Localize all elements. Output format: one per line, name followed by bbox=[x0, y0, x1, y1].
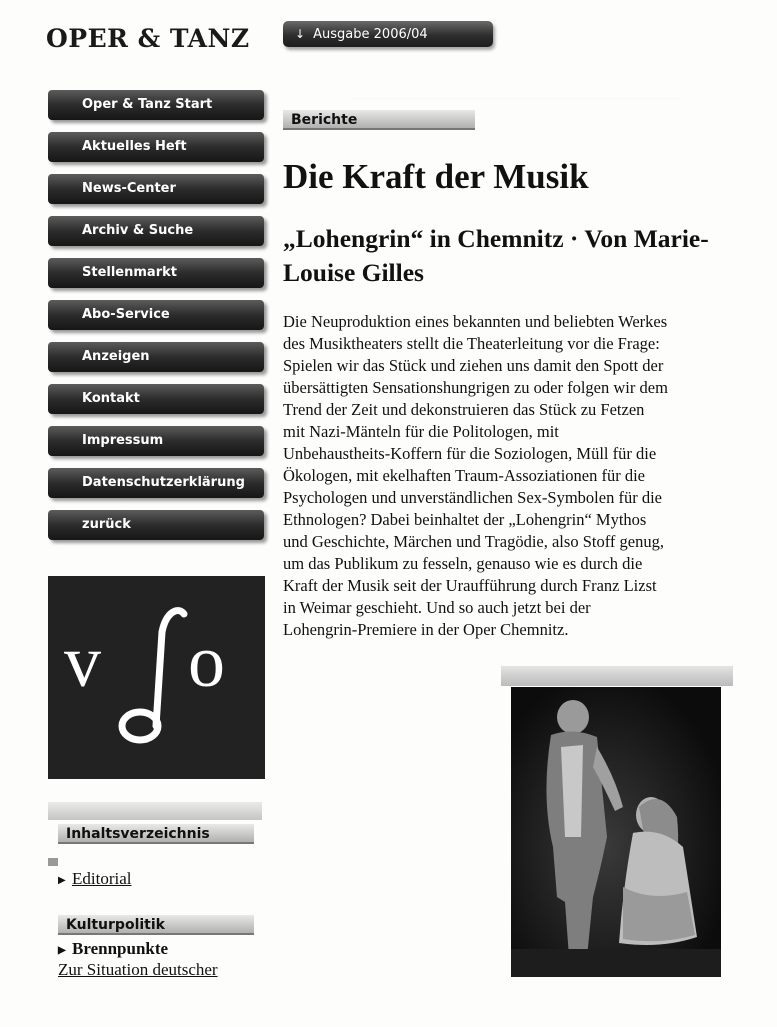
issue-button[interactable] bbox=[283, 21, 493, 47]
toc-item-editorial[interactable] bbox=[58, 869, 131, 889]
main-navigation bbox=[48, 90, 264, 552]
nav-item-zurueck[interactable]: zurück bbox=[48, 510, 264, 540]
subcategory-brennpunkte bbox=[58, 939, 168, 959]
body-line: Die Neuproduktion eines bekannten und beliebten Werkes bbox=[283, 312, 668, 331]
body-line: Unbehaustheits-Koffern für die Soziologen, Müll für die bbox=[283, 444, 657, 463]
body-line: übersättigten Sensationshungrigen zu oder folgen wir dem bbox=[283, 378, 668, 397]
subcategory-label: Brennpunkte bbox=[72, 939, 169, 958]
photo-caption-band bbox=[501, 666, 733, 686]
article-title: Die Kraft der Musik bbox=[283, 157, 589, 196]
nav-item-impressum[interactable]: Impressum bbox=[48, 426, 264, 456]
body-line: des Musiktheaters stellt die Theaterleitung vor die Frage: bbox=[283, 334, 660, 353]
editorial-link[interactable]: Editorial bbox=[72, 869, 132, 888]
toc-heading: Inhaltsverzeichnis bbox=[58, 824, 254, 844]
nav-item-aktuelles-heft[interactable]: Aktuelles Heft bbox=[48, 132, 264, 162]
body-line: mit Nazi-Mänteln für die Politologen, mit bbox=[283, 422, 559, 441]
article-subtitle: „Lohengrin“ in Chemnitz · Von Marie-Louise Gilles bbox=[283, 224, 709, 287]
nav-item-datenschutz[interactable]: Datenschutzerklärung bbox=[48, 468, 264, 498]
vjo-logo-graphic bbox=[48, 576, 265, 779]
nav-item-kontakt[interactable]: Kontakt bbox=[48, 384, 264, 414]
nav-item-archiv-suche[interactable]: Archiv & Suche bbox=[48, 216, 264, 246]
triangle-bullet-icon: ▶ bbox=[58, 945, 66, 956]
body-line: in Weimar geschieht. Und so auch jetzt bei der bbox=[283, 598, 591, 617]
body-line: Lohengrin-Premiere in der Oper Chemnitz. bbox=[283, 620, 569, 639]
body-line: und Geschichte, Märchen und Tragödie, also Stoff genug, bbox=[283, 532, 664, 551]
triangle-bullet-icon: ▶ bbox=[58, 875, 66, 886]
section-label: Berichte bbox=[283, 110, 475, 130]
nav-item-news-center[interactable]: News-Center bbox=[48, 174, 264, 204]
issue-label: Ausgabe 2006/04 bbox=[313, 27, 428, 42]
handwritten-scribble bbox=[350, 58, 680, 99]
stage-photo-image bbox=[511, 687, 721, 977]
sub-link-situation[interactable]: Zur Situation deutscher bbox=[58, 960, 218, 979]
nav-item-abo-service[interactable]: Abo-Service bbox=[48, 300, 264, 330]
svg-text:o: o bbox=[188, 621, 225, 703]
stage-photo[interactable] bbox=[511, 687, 721, 977]
nav-item-stellenmarkt[interactable]: Stellenmarkt bbox=[48, 258, 264, 288]
body-line: um das Publikum zu fesseln, genauso wie es durch die bbox=[283, 554, 643, 573]
site-logo[interactable]: OPER & TANZ bbox=[46, 24, 250, 53]
toc-tab-shade bbox=[48, 802, 262, 820]
svg-text:v: v bbox=[64, 621, 101, 703]
body-line: Spielen wir das Stück und ziehen uns damit den Spott der bbox=[283, 356, 664, 375]
body-line: Ethnologen? Dabei beinhaltet der „Lohengrin“ Mythos bbox=[283, 510, 647, 529]
arrow-down-icon: ↓ bbox=[295, 27, 306, 41]
body-line: Ökologen, mit ekelhaften Traum-Assoziationen für die bbox=[283, 466, 646, 485]
bullet-square bbox=[48, 858, 58, 866]
category-heading: Kulturpolitik bbox=[58, 915, 254, 935]
body-line: Trend der Zeit und dekonstruieren das Stück zu Fetzen bbox=[283, 400, 645, 419]
body-line: Kraft der Musik seit der Uraufführung durch Franz Lizst bbox=[283, 576, 657, 595]
vjo-logo[interactable] bbox=[48, 576, 265, 779]
body-line: Psychologen und unverständlichen Sex-Symbolen für die bbox=[283, 488, 662, 507]
nav-item-oper-tanz-start[interactable]: Oper & Tanz Start bbox=[48, 90, 264, 120]
article-body bbox=[283, 311, 738, 641]
nav-item-anzeigen[interactable]: Anzeigen bbox=[48, 342, 264, 372]
